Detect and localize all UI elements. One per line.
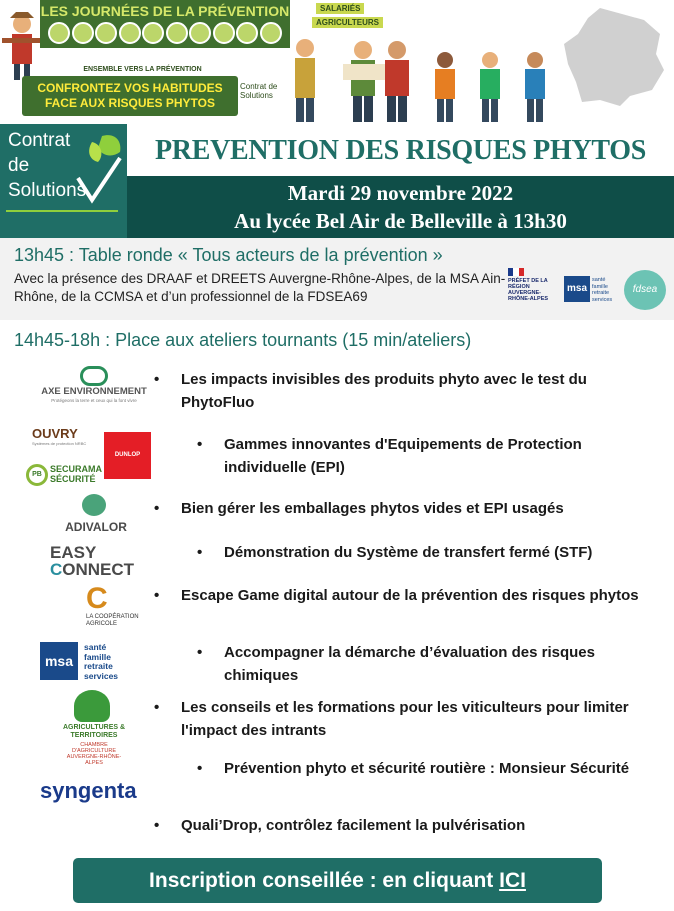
header-date-bar xyxy=(127,176,674,238)
workshop-text: Gammes innovantes d'Equipements de Protection individuelle (EPI) xyxy=(224,436,582,476)
workshop-item xyxy=(154,368,661,414)
prevention-icon xyxy=(166,22,188,44)
workshop-text: Les conseils et les formations pour les viticulteurs pour limiter l'impact des intrants xyxy=(181,699,629,739)
header-title-bar xyxy=(127,124,674,176)
event-banner xyxy=(0,0,674,122)
agri-mark-icon xyxy=(74,690,110,722)
prevention-icon xyxy=(119,22,141,44)
partner-logos xyxy=(508,268,670,312)
ouvry-logo-name: OUVRY xyxy=(32,426,78,441)
banner-title-box xyxy=(40,0,290,48)
bullet-icon: • xyxy=(154,587,160,604)
workshop-text: Quali’Drop, contrôlez facilement la pulvérisation xyxy=(181,817,526,834)
workshop-text: Prévention phyto et sécurité routière : Monsieur Sécurité xyxy=(224,760,630,777)
dunlop-logo: DUNLOP xyxy=(104,432,151,479)
msa-logo-text: santé famille retraite services xyxy=(592,277,613,303)
pb-securama-logo xyxy=(26,460,102,494)
bullet-icon: • xyxy=(154,500,160,517)
registration-button[interactable] xyxy=(73,858,602,903)
chambre-agriculture-logo xyxy=(62,690,126,766)
easy-connect-logo xyxy=(50,544,138,582)
agri-logo-sub: CHAMBRE D'AGRICULTURE AUVERGNE-RHÔNE-ALPES xyxy=(66,742,122,766)
leaf-check-icon xyxy=(72,128,124,208)
event-place: Au lycée Bel Air de Belleville à 13h30 xyxy=(234,209,567,233)
prevention-icon xyxy=(142,22,164,44)
banner-tagline: ENSEMBLE VERS LA PRÉVENTION xyxy=(83,66,202,73)
logo-underline xyxy=(6,210,118,212)
coop-logo-text: LA COOPÉRATION AGRICOLE xyxy=(86,614,139,627)
cooperation-agricole-logo xyxy=(86,584,146,632)
contrat-de-solutions-logo xyxy=(0,124,127,238)
pb-logo-name: SECURAMA SÉCURITÉ xyxy=(50,464,102,484)
round-table-title: 13h45 : Table ronde « Tous acteurs de la prévention » xyxy=(14,245,443,265)
page-title: PREVENTION DES RISQUES PHYTOS xyxy=(154,135,647,166)
france-map-icon xyxy=(560,4,672,109)
workshop-subitem xyxy=(197,541,654,564)
workshop-text: Bien gérer les emballages phytos vides et EPI usagés xyxy=(181,500,564,517)
workshop-item xyxy=(154,814,661,837)
slogan-line-2: FACE AUX RISQUES PHYTOS xyxy=(44,96,216,110)
prevention-icon xyxy=(260,22,282,44)
msa-logo-large xyxy=(40,642,132,682)
logo-word-1: Contrat xyxy=(8,130,71,151)
axe-logo-sub: Protégeons la terre et ceux qui la font vivre xyxy=(51,398,137,403)
msa-logo-mark: msa xyxy=(564,276,590,302)
workshop-text: Les impacts invisibles des produits phyto avec le test du PhytoFluo xyxy=(181,371,587,411)
ateliers-section xyxy=(0,322,674,911)
axe-environnement-logo xyxy=(40,366,148,408)
workshop-subitem xyxy=(197,757,654,780)
prevention-icon xyxy=(48,22,70,44)
logo-word-3: Solutions xyxy=(8,180,87,201)
registration-label: Inscription conseillée : en cliquant xyxy=(149,869,500,892)
msa-large-text: santé famille retraite services xyxy=(84,642,119,681)
adivalor-name: ADIVALOR xyxy=(65,520,127,534)
bullet-icon: • xyxy=(154,371,160,388)
syngenta-logo: syngenta xyxy=(40,778,137,803)
bullet-icon: • xyxy=(197,436,203,453)
msa-large-mark: msa xyxy=(40,642,78,680)
agri-logo-name: AGRICULTURES & TERRITOIRES xyxy=(62,724,126,739)
workshop-item xyxy=(154,696,661,742)
prefet-logo-text: PRÉFET DE LA RÉGION AUVERGNE-RHÔNE-ALPES xyxy=(508,278,549,302)
banner-slogan xyxy=(22,76,238,116)
easy-connect-line1: EASY xyxy=(50,543,97,562)
workshop-text: Escape Game digital autour de la prévention des risques phytos xyxy=(181,587,639,604)
people-illustration xyxy=(285,30,555,122)
workshop-item xyxy=(154,497,661,520)
bullet-icon: • xyxy=(197,760,203,777)
ouvry-logo xyxy=(32,426,90,450)
easy-connect-rest: ONNECT xyxy=(62,560,135,579)
slogan-line-1: CONFRONTEZ VOS HABITUDES xyxy=(37,81,223,95)
workshop-text: Accompagner la démarche d’évaluation des risques chimiques xyxy=(224,644,595,684)
tag-agriculteurs: AGRICULTEURS xyxy=(312,17,383,28)
workshop-subitem xyxy=(197,433,654,479)
axe-logo-name: AXE ENVIRONNEMENT xyxy=(41,386,147,397)
bullet-icon: • xyxy=(154,817,160,834)
workshop-subitem xyxy=(197,641,654,687)
prevention-icon xyxy=(72,22,94,44)
bullet-icon: • xyxy=(154,699,160,716)
workshop-item xyxy=(154,584,661,607)
logo-word-2: de xyxy=(8,155,30,176)
prefet-logo xyxy=(508,268,560,312)
msa-logo xyxy=(564,276,618,304)
prevention-icon xyxy=(95,22,117,44)
easy-connect-c: C xyxy=(50,560,63,579)
french-flag-icon xyxy=(508,268,524,276)
ateliers-title: 14h45-18h : Place aux ateliers tournants (15 min/ateliers) xyxy=(14,330,472,350)
registration-link[interactable]: ICI xyxy=(499,869,526,892)
bullet-icon: • xyxy=(197,544,203,561)
event-date: Mardi 29 novembre 2022 xyxy=(287,181,514,205)
round-table-section xyxy=(0,238,674,320)
banner-mini-logo: Contrat de Solutions xyxy=(240,82,278,100)
banner-icons-row xyxy=(48,22,282,44)
banner-title: LES JOURNÉES DE LA PRÉVENTION xyxy=(40,3,290,19)
bullet-icon: • xyxy=(197,644,203,661)
easy-connect-line2 xyxy=(50,561,138,578)
workshop-text: Démonstration du Système de transfert fermé (STF) xyxy=(224,544,593,561)
fdsea-logo: fdsea xyxy=(624,270,666,310)
ouvry-logo-sub: Systèmes de protection NRBC xyxy=(32,441,87,446)
axe-infinity-icon xyxy=(80,366,108,386)
prevention-icon xyxy=(189,22,211,44)
tag-salaries: SALARIÉS xyxy=(316,3,364,14)
prevention-icon xyxy=(236,22,258,44)
adivalor-mark-icon xyxy=(82,494,106,516)
pb-logo-mark: PB xyxy=(26,464,48,486)
coop-logo-mark: C xyxy=(86,582,108,615)
round-table-description: Avec la présence des DRAAF et DREETS Auvergne-Rhône-Alpes, de la MSA Ain-Rhône, de la CCMSA et d’un professionnel de la FDSEA69 xyxy=(14,271,506,304)
prevention-icon xyxy=(213,22,235,44)
title-header xyxy=(0,124,674,238)
adivalor-logo xyxy=(60,494,130,540)
